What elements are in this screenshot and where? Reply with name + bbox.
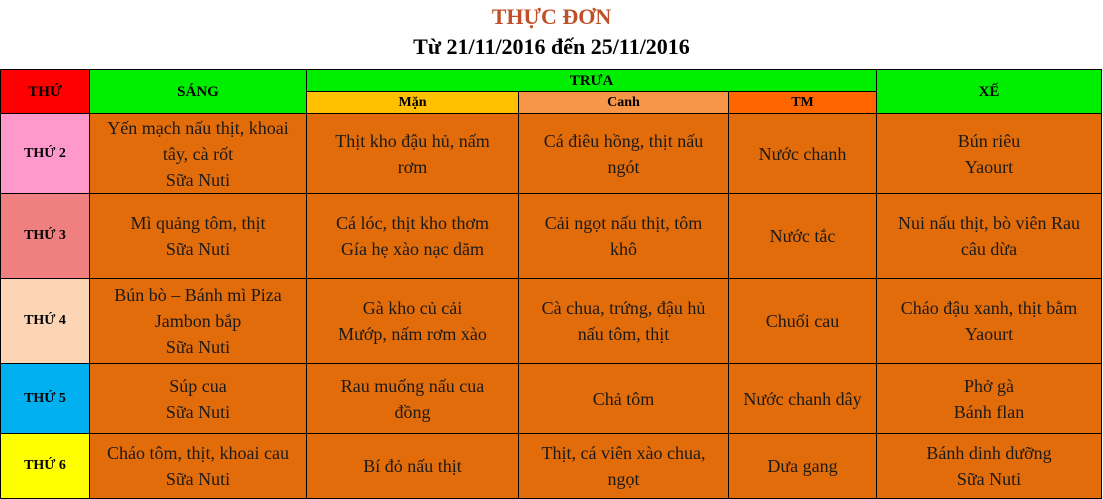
dish-line: Sữa Nuti [165,239,231,259]
header-trua: TRƯA [307,70,877,92]
dish-line: Sữa Nuti [956,469,1022,489]
dish-line: Sữa Nuti [165,469,231,489]
day-cell: THỨ 3 [1,194,90,279]
sang-cell [90,279,307,364]
tm-cell [729,279,877,364]
dish-line: Cá lóc, thịt kho thơm [335,213,489,233]
header-row [1,70,1102,92]
day-cell: THỨ 6 [1,434,90,499]
tm-cell [729,194,877,279]
dish-line: Chuối cau [765,311,840,331]
xe-cell [877,279,1102,364]
date-range: Từ 21/11/2016 đến 25/11/2016 [413,34,690,59]
header-canh: Canh [519,92,729,114]
man-cell [307,114,519,194]
dish-line: Bí đỏ nấu thịt [363,456,462,476]
dish-line: Bún bò – Bánh mì Piza [114,285,282,305]
dish-line: khô [610,239,637,259]
dish-line: Cà chua, trứng, đậu hủ [541,298,706,318]
sang-cell [90,434,307,499]
header-tm: TM [729,92,877,114]
dish-line: Yến mạch nấu thịt, khoai [107,117,289,138]
dish-line: Rau muống nấu cua [340,375,485,396]
menu-title: THỰC ĐƠN [491,4,612,29]
menu-row [1,114,1102,194]
dish-line: Cải ngọt nấu thịt, tôm [544,213,703,233]
menu-row [1,364,1102,434]
sang-cell [90,364,307,434]
dish-line: ngọt [607,469,640,489]
menu-table [0,69,1102,499]
sang-cell [90,194,307,279]
dish-line: đồng [394,401,431,422]
header-xe: XẾ [877,70,1102,114]
menu-row [1,434,1102,499]
dish-line: Gà kho củ cải [362,298,463,318]
man-cell [307,194,519,279]
dish-line: câu dừa [960,239,1018,259]
man-cell [307,434,519,499]
dish-line: Súp cua [169,375,227,396]
tm-cell [729,114,877,194]
header-sang: SÁNG [90,70,307,114]
xe-cell [877,114,1102,194]
dish-line: Sữa Nuti [165,401,231,422]
canh-cell [519,279,729,364]
dish-line: rơm [397,156,428,177]
canh-cell [519,194,729,279]
xe-cell [877,434,1102,499]
dish-line: Yaourt [964,324,1014,344]
dish-line: Dưa gang [767,456,838,476]
man-cell [307,364,519,434]
dish-line: Cháo đậu xanh, thịt bằm [900,298,1078,318]
xe-cell [877,194,1102,279]
dish-line: Nước chanh [758,143,847,164]
dish-line: Nước tắc [769,226,836,246]
dish-line: Thịt kho đậu hủ, nấm [335,130,490,151]
header-thu: THỨ [1,70,90,114]
menu-row [1,279,1102,364]
dish-line: Bánh flan [953,401,1025,422]
dish-line: nấu tôm, thịt [577,324,670,344]
dish-line: Chả tôm [592,388,655,409]
dish-line: ngót [607,156,640,177]
header-man: Mặn [307,92,519,114]
xe-cell [877,364,1102,434]
day-cell: THỨ 2 [1,114,90,194]
dish-line: Cá điêu hồng, thịt nấu [543,130,704,151]
dish-line: Phở gà [963,375,1015,396]
canh-cell [519,114,729,194]
dish-line: Bánh dinh dưỡng [926,443,1052,463]
dish-line: Yaourt [964,156,1014,177]
sang-cell [90,114,307,194]
canh-cell [519,434,729,499]
dish-line: Nước chanh dây [743,388,862,409]
dish-line: Cháo tôm, thịt, khoai cau [107,443,289,463]
dish-line: Bún riêu [957,130,1021,151]
dish-line: Thịt, cá viên xào chua, [541,443,706,463]
tm-cell [729,364,877,434]
dish-line: Mì quảng tôm, thịt [130,213,266,233]
tm-cell [729,434,877,499]
man-cell [307,279,519,364]
day-cell: THỨ 4 [1,279,90,364]
dish-line: tây, cà rốt [162,143,234,164]
dish-line: Sữa Nuti [165,337,231,357]
day-cell: THỨ 5 [1,364,90,434]
canh-cell [519,364,729,434]
dish-line: Gía hẹ xào nạc dăm [341,239,484,259]
menu-row [1,194,1102,279]
dish-line: Mướp, nấm rơm xào [338,324,487,344]
dish-line: Sữa Nuti [165,169,231,190]
dish-line: Jambon bắp [154,311,242,331]
dish-line: Nui nấu thịt, bò viên Rau [898,213,1080,233]
